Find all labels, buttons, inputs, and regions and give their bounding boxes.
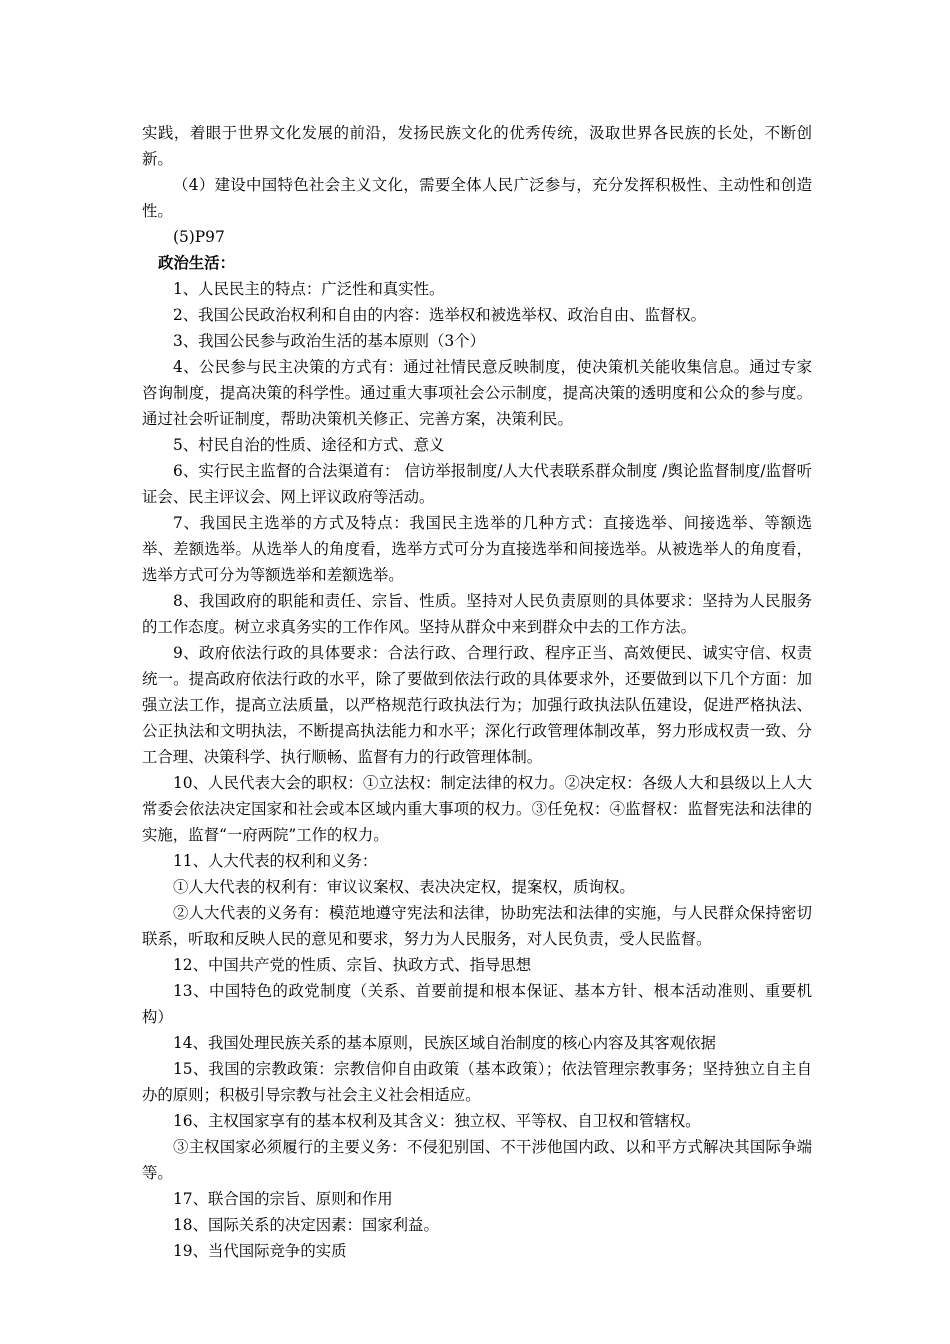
list-item-11-duties: ②人大代表的义务有：模范地遵守宪法和法律，协助宪法和法律的实施，与人民群众保持密切联系，听取和反映人民的意见和要求，努力为人民服务，对人民负责，受人民监督。 [142, 904, 812, 948]
list-item-16-duties: ③主权国家必须履行的主要义务：不侵犯别国、不干涉他国内政、以和平方式解决其国际争端等。 [142, 1138, 812, 1182]
list-item-10: 10、人民代表大会的职权：①立法权：制定法律的权力。②决定权：各级人大和县级以上人大常委会依法决定国家和社会或本区域内重大事项的权力。③任免权：④监督权：监督宪法和法律的实施，监督“一府两院”工作的权力。 [142, 774, 812, 844]
list-item-9: 9、政府依法行政的具体要求：合法行政、合理行政、程序正当、高效便民、诚实守信、权责统一。提高政府依法行政的水平，除了要做到依法行政的具体要求外，还要做到以下几个方面：加强立法工作，提高立法质量，以严格规范行政执法行为；加强行政执法队伍建设，促进严格执法、公正执法和文明执法，不断提高执法能力和水平；深化行政管理体制改革，努力形成权责一致、分工合理、决策科学、执行顺畅、监督有力的行政管理体制。 [142, 644, 812, 766]
list-item-5: 5、村民自治的性质、途径和方式、意义 [173, 436, 445, 454]
list-item-4: 4、公民参与民主决策的方式有：通过社情民意反映制度，使决策机关能收集信息。通过专家咨询制度，提高决策的科学性。通过重大事项社会公示制度，提高决策的透明度和公众的参与度。通过社会听证制度，帮助决策机关修正、完善方案，决策利民。 [142, 358, 812, 428]
list-item-11-rights: ①人大代表的权利有：审议议案权、表决决定权，提案权，质询权。 [173, 878, 635, 896]
list-item-8: 8、我国政府的职能和责任、宗旨、性质。坚持对人民负责原则的具体要求：坚持为人民服务的工作态度。树立求真务实的工作作风。坚持从群众中来到群众中去的工作方法。 [142, 592, 812, 636]
list-item-3: 3、我国公民参与政治生活的基本原则（3个） [173, 332, 486, 350]
list-item-7: 7、我国民主选举的方式及特点：我国民主选举的几种方式：直接选举、间接选举、等额选举、差额选举。从选举人的角度看，选举方式可分为直接选举和间接选举。从被选举人的角度看，选举方式可分为等额选举和差额选举。 [142, 514, 812, 584]
list-item-17: 17、联合国的宗旨、原则和作用 [173, 1190, 393, 1208]
paragraph-culture-4: （4）建设中国特色社会主义文化，需要全体人民广泛参与，充分发挥积极性、主动性和创造性。 [142, 176, 812, 220]
list-item-13: 13、中国特色的政党制度（关系、首要前提和根本保证、基本方针、根本活动准则、重要机构） [142, 982, 812, 1026]
list-item-12: 12、中国共产党的性质、宗旨、执政方式、指导思想 [173, 956, 532, 974]
list-item-15: 15、我国的宗教政策：宗教信仰自由政策（基本政策）；依法管理宗教事务；坚持独立自主自办的原则；积极引导宗教与社会主义社会相适应。 [142, 1060, 812, 1104]
list-item-6: 6、实行民主监督的合法渠道有： 信访举报制度/人大代表联系群众制度 /舆论监督制度/监督听证会、民主评议会、网上评议政府等活动。 [142, 462, 812, 506]
list-item-1: 1、人民民主的特点：广泛性和真实性。 [173, 280, 445, 298]
list-item-11: 11、人大代表的权利和义务： [173, 852, 378, 870]
list-item-18: 18、国际关系的决定因素：国家利益。 [173, 1216, 439, 1234]
list-item-14: 14、我国处理民族关系的基本原则，民族区域自治制度的核心内容及其客观依据 [173, 1034, 716, 1052]
list-item-16: 16、主权国家享有的基本权利及其含义：独立权、平等权、自卫权和管辖权。 [173, 1112, 701, 1130]
list-item-19: 19、当代国际竞争的实质 [173, 1242, 347, 1260]
section-heading-politics: 政治生活： [158, 254, 235, 272]
list-item-2: 2、我国公民政治权利和自由的内容：选举权和被选举权、政治自由、监督权。 [173, 306, 707, 324]
paragraph-culture-5: (5)P97 [173, 228, 225, 246]
document-page [142, 120, 812, 1264]
paragraph-culture-continued: 实践，着眼于世界文化发展的前沿，发扬民族文化的优秀传统，汲取世界各民族的长处，不断创新。 [142, 124, 812, 168]
